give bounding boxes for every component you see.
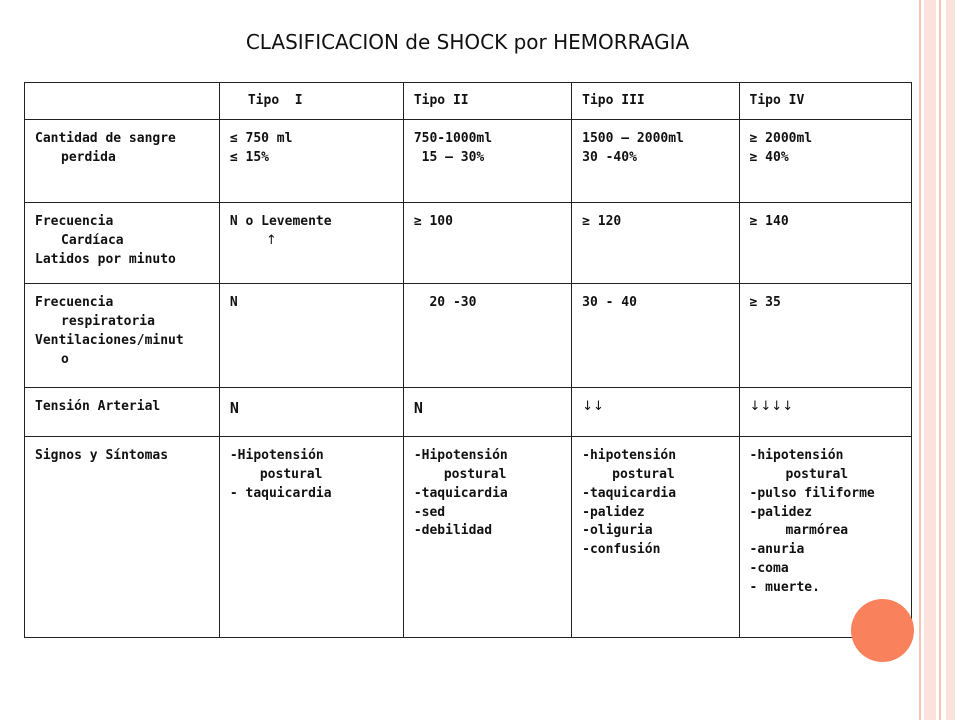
cell-tipo-2: N [403, 388, 571, 437]
border-stripe [924, 0, 936, 720]
shock-classification-table [24, 82, 912, 638]
table-row-signs-symptoms [25, 437, 912, 638]
arrows-down-icon: ↓↓ [582, 399, 604, 414]
cell-tipo-2: 750-1000ml 15 – 30% [403, 120, 571, 203]
border-stripe [939, 0, 941, 720]
cell-tipo-3: ≥ 120 [572, 203, 739, 284]
border-stripe [946, 0, 955, 720]
arrow-up-icon: ↑ [265, 232, 277, 248]
cell-tipo-3 [572, 388, 739, 437]
row-label: Signos y Síntomas [25, 437, 220, 638]
header-row [25, 83, 912, 120]
table-row-heart-rate [25, 203, 912, 284]
cell-tipo-4: ≥ 2000ml ≥ 40% [739, 120, 911, 203]
header-cell-tipo-2: Tipo II [403, 83, 571, 120]
cell-tipo-2: ≥ 100 [403, 203, 571, 284]
cell-tipo-1: N o Levemente ↑ [219, 203, 403, 284]
cell-tipo-1: N [219, 388, 403, 437]
table-row-blood-loss [25, 120, 912, 203]
cell-tipo-1: ≤ 750 ml ≤ 15% [219, 120, 403, 203]
cell-tipo-3: -hipotensión postural -taquicardia -palidez -oliguria -confusión [572, 437, 739, 638]
cell-tipo-4 [739, 388, 911, 437]
row-label: Tensión Arterial [25, 388, 220, 437]
cell-tipo-4: ≥ 140 [739, 203, 911, 284]
cell-tipo-1: N [219, 284, 403, 388]
header-cell-empty [25, 83, 220, 120]
cell-tipo-3: 30 - 40 [572, 284, 739, 388]
arrows-down-icon: ↓↓↓↓ [749, 399, 794, 414]
cell-tipo-3: 1500 – 2000ml 30 -40% [572, 120, 739, 203]
row-label: Cantidad de sangre perdida [25, 120, 220, 203]
cell-tipo-1: -Hipotensión postural - taquicardia [219, 437, 403, 638]
decorative-circle [851, 599, 914, 662]
table-row-blood-pressure [25, 388, 912, 437]
header-cell-tipo-1: Tipo I [219, 83, 403, 120]
cell-tipo-4: -hipotensión postural -pulso filiforme -palidez marmórea -anuria -coma - muerte. [739, 437, 911, 638]
cell-tipo-2: -Hipotensión postural -taquicardia -sed -debilidad [403, 437, 571, 638]
row-label: Frecuencia respiratoria Ventilaciones/minut o [25, 284, 220, 388]
header-cell-tipo-4: Tipo IV [739, 83, 911, 120]
table-row-respiratory-rate [25, 284, 912, 388]
cell-tipo-4: ≥ 35 [739, 284, 911, 388]
border-stripe [919, 0, 921, 720]
slide-title: CLASIFICACION de SHOCK por HEMORRAGIA [245, 30, 690, 54]
row-label: Frecuencia Cardíaca Latidos por minuto [25, 203, 220, 284]
cell-tipo-2: 20 -30 [403, 284, 571, 388]
header-cell-tipo-3: Tipo III [572, 83, 739, 120]
